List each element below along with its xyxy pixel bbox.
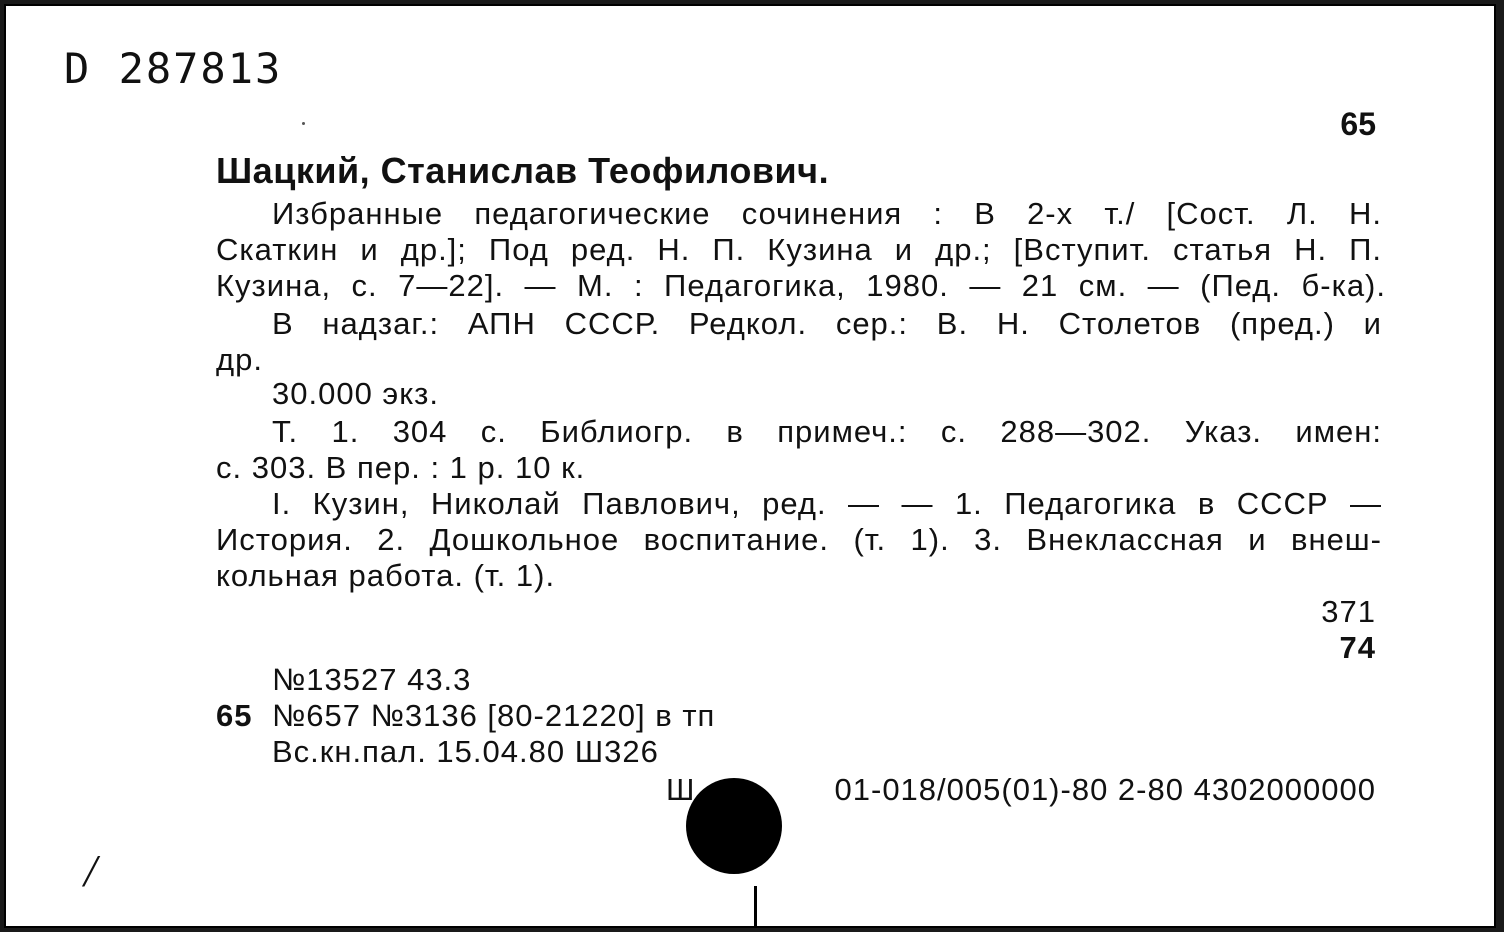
registry-line-3: Вс.кн.пал. 15.04.80 Ш326 (272, 734, 659, 769)
description-line-5: др. (216, 342, 263, 377)
description-line-2: Скаткин и др.]; Под ред. Н. П. Кузина и др.; [Вступит. статья Н. П. (216, 232, 1382, 267)
description-line-7: Т. 1. 304 с. Библиогр. в примеч.: с. 288—302. Указ. имен: (272, 414, 1382, 449)
registry-line-1: №13527 43.3 (272, 662, 472, 697)
inventory-stamp: D 287813 (64, 44, 283, 93)
registry-line-4-left: Ш (666, 772, 696, 807)
catalog-card (4, 4, 1496, 928)
description-line-10: История. 2. Дошкольное воспитание. (т. 1). 3. Внеклассная и внеш- (216, 522, 1382, 557)
description-line-3: Кузина, с. 7—22]. — М. : Педагогика, 1980. — 21 см. — (Пед. б-ка). (216, 268, 1386, 303)
circulation: 30.000 экз. (272, 376, 439, 411)
speck (302, 122, 305, 125)
punch-hole (686, 778, 782, 874)
registry-line-4-right: 01-018/005(01)-80 2-80 4302000000 (834, 772, 1376, 807)
top-number: 65 (1340, 106, 1376, 142)
description-line-4: В надзаг.: АПН СССР. Редкол. сер.: В. Н. Столетов (пред.) и (272, 306, 1382, 341)
registry-prefix: 65 (216, 698, 253, 733)
description-line-9: I. Кузин, Николай Павлович, ред. — — 1. Педагогика в СССР — (272, 486, 1382, 521)
class-code-1: 371 (1321, 594, 1376, 629)
author-heading: Шацкий, Станислав Теофилович. (216, 150, 830, 191)
registry-line-2: №657 №3136 [80-21220] в тп (272, 698, 716, 733)
description-line-11: кольная работа. (т. 1). (216, 558, 556, 593)
margin-slash-mark: / (84, 845, 97, 896)
class-code-2: 74 (1339, 630, 1376, 665)
description-line-1: Избранные педагогические сочинения : В 2-х т./ [Сост. Л. Н. (272, 196, 1382, 231)
rod-mark (754, 886, 757, 928)
description-line-8: с. 303. В пер. : 1 р. 10 к. (216, 450, 586, 485)
